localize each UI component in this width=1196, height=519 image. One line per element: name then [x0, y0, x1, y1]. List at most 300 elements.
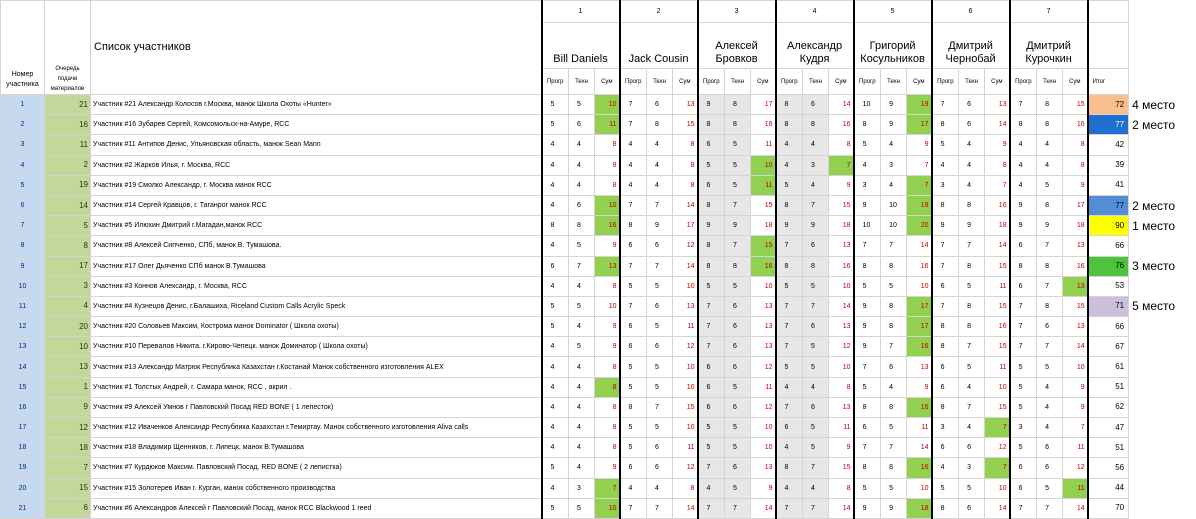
sum-score[interactable]: 8	[595, 418, 620, 438]
place-label[interactable]	[1129, 438, 1196, 458]
program-score[interactable]: 4	[620, 478, 647, 498]
sum-score[interactable]: 13	[1063, 317, 1088, 337]
participant-number[interactable]: 13	[1, 337, 45, 357]
tech-score[interactable]: 7	[647, 397, 673, 417]
place-label[interactable]: 1 место	[1129, 216, 1196, 236]
sum-score[interactable]: 16	[907, 397, 932, 417]
participant-number[interactable]: 15	[1, 377, 45, 397]
tech-score[interactable]: 9	[803, 216, 829, 236]
program-score[interactable]: 5	[698, 276, 725, 296]
tech-score[interactable]: 6	[1037, 458, 1063, 478]
program-score[interactable]: 5	[1010, 377, 1037, 397]
sum-score[interactable]: 14	[907, 438, 932, 458]
sum-score[interactable]: 14	[673, 498, 698, 518]
program-score[interactable]: 6	[698, 175, 725, 195]
sum-score[interactable]: 10	[985, 478, 1010, 498]
program-score[interactable]: 4	[542, 195, 569, 215]
submission-order[interactable]: 10	[45, 337, 91, 357]
subheader-program[interactable]: Прогр	[542, 69, 569, 95]
program-score[interactable]: 8	[776, 458, 803, 478]
tech-score[interactable]: 7	[881, 236, 907, 256]
program-score[interactable]: 4	[776, 135, 803, 155]
sum-score[interactable]: 13	[595, 256, 620, 276]
program-score[interactable]: 5	[854, 276, 881, 296]
sum-score[interactable]: 10	[829, 276, 854, 296]
tech-score[interactable]: 4	[569, 438, 595, 458]
sum-score[interactable]: 10	[673, 418, 698, 438]
program-score[interactable]: 7	[698, 317, 725, 337]
tech-score[interactable]: 6	[959, 115, 985, 135]
program-score[interactable]: 5	[776, 276, 803, 296]
program-score[interactable]: 7	[776, 337, 803, 357]
tech-score[interactable]: 5	[725, 175, 751, 195]
program-score[interactable]: 8	[1010, 115, 1037, 135]
tech-score[interactable]: 7	[1037, 236, 1063, 256]
participant-number[interactable]: 5	[1, 175, 45, 195]
program-score[interactable]: 7	[698, 296, 725, 316]
sum-score[interactable]: 14	[907, 236, 932, 256]
sum-score[interactable]: 14	[673, 195, 698, 215]
tech-score[interactable]: 5	[881, 478, 907, 498]
total-score[interactable]: 66	[1088, 236, 1129, 256]
sum-score[interactable]: 7	[907, 155, 932, 175]
submission-order[interactable]: 18	[45, 438, 91, 458]
tech-score[interactable]: 8	[1037, 195, 1063, 215]
tech-score[interactable]: 8	[1037, 256, 1063, 276]
subheader-program[interactable]: Прогр	[698, 69, 725, 95]
program-score[interactable]: 9	[1010, 195, 1037, 215]
place-label[interactable]: 4 место	[1129, 95, 1196, 115]
tech-score[interactable]: 5	[725, 478, 751, 498]
tech-score[interactable]: 7	[959, 337, 985, 357]
sum-score[interactable]: 8	[673, 175, 698, 195]
program-score[interactable]: 8	[932, 337, 959, 357]
tech-score[interactable]: 8	[725, 115, 751, 135]
tech-score[interactable]: 6	[725, 397, 751, 417]
tech-score[interactable]: 4	[569, 175, 595, 195]
total-score[interactable]: 77	[1088, 115, 1129, 135]
tech-score[interactable]: 8	[725, 95, 751, 115]
empty-cell[interactable]	[1088, 1, 1129, 23]
sum-score[interactable]: 14	[829, 296, 854, 316]
sum-score[interactable]: 8	[1063, 155, 1088, 175]
program-score[interactable]: 7	[776, 317, 803, 337]
sum-score[interactable]: 14	[829, 498, 854, 518]
program-score[interactable]: 7	[1010, 317, 1037, 337]
sum-score[interactable]: 7	[985, 175, 1010, 195]
program-score[interactable]: 7	[1010, 337, 1037, 357]
tech-score[interactable]: 5	[803, 418, 829, 438]
program-score[interactable]: 6	[776, 418, 803, 438]
sum-score[interactable]: 20	[907, 216, 932, 236]
sum-score[interactable]: 12	[985, 438, 1010, 458]
sum-score[interactable]: 16	[829, 115, 854, 135]
program-score[interactable]: 3	[932, 418, 959, 438]
sum-score[interactable]: 18	[829, 216, 854, 236]
sum-score[interactable]: 9	[985, 135, 1010, 155]
tech-score[interactable]: 6	[803, 397, 829, 417]
participant-number[interactable]: 20	[1, 478, 45, 498]
tech-score[interactable]: 7	[881, 337, 907, 357]
judge-number[interactable]: 6	[932, 1, 1010, 23]
program-score[interactable]: 5	[542, 115, 569, 135]
sum-score[interactable]: 15	[751, 236, 776, 256]
submission-order[interactable]: 8	[45, 236, 91, 256]
participant-number[interactable]: 19	[1, 458, 45, 478]
subheader-sum[interactable]: Сум	[985, 69, 1010, 95]
header-list[interactable]: Список участников	[91, 1, 542, 95]
sum-score[interactable]: 13	[829, 397, 854, 417]
subheader-program[interactable]: Прогр	[854, 69, 881, 95]
sum-score[interactable]: 9	[595, 317, 620, 337]
submission-order[interactable]: 21	[45, 95, 91, 115]
tech-score[interactable]: 6	[647, 438, 673, 458]
tech-score[interactable]: 6	[647, 458, 673, 478]
sum-score[interactable]: 17	[751, 95, 776, 115]
sum-score[interactable]: 8	[829, 478, 854, 498]
program-score[interactable]: 9	[854, 337, 881, 357]
tech-score[interactable]: 4	[881, 135, 907, 155]
program-score[interactable]: 7	[776, 296, 803, 316]
participant-number[interactable]: 2	[1, 115, 45, 135]
participant-name[interactable]: Участник #1 Толстых Андрей, г. Самара манок, RCC , акрил .	[91, 377, 542, 397]
sum-score[interactable]: 16	[907, 458, 932, 478]
program-score[interactable]: 8	[776, 115, 803, 135]
sum-score[interactable]: 15	[673, 397, 698, 417]
place-label[interactable]: 3 место	[1129, 256, 1196, 276]
program-score[interactable]: 7	[698, 498, 725, 518]
program-score[interactable]: 4	[776, 438, 803, 458]
sum-score[interactable]: 7	[1063, 418, 1088, 438]
program-score[interactable]: 5	[1010, 357, 1037, 377]
tech-score[interactable]: 8	[959, 256, 985, 276]
tech-score[interactable]: 7	[1037, 276, 1063, 296]
tech-score[interactable]: 8	[959, 317, 985, 337]
program-score[interactable]: 7	[776, 236, 803, 256]
tech-score[interactable]: 4	[1037, 397, 1063, 417]
tech-score[interactable]: 8	[881, 458, 907, 478]
sum-score[interactable]: 10	[595, 195, 620, 215]
judge-name[interactable]: Александр Кудря	[776, 23, 854, 69]
subheader-program[interactable]: Прогр	[776, 69, 803, 95]
sum-score[interactable]: 18	[985, 216, 1010, 236]
sum-score[interactable]: 7	[985, 418, 1010, 438]
tech-score[interactable]: 8	[959, 296, 985, 316]
tech-score[interactable]: 9	[881, 498, 907, 518]
program-score[interactable]: 9	[854, 195, 881, 215]
subheader-tech[interactable]: Техн	[1037, 69, 1063, 95]
program-score[interactable]: 5	[932, 135, 959, 155]
program-score[interactable]: 6	[932, 357, 959, 377]
program-score[interactable]: 10	[854, 216, 881, 236]
program-score[interactable]: 5	[620, 276, 647, 296]
sum-score[interactable]: 13	[829, 236, 854, 256]
program-score[interactable]: 9	[932, 216, 959, 236]
program-score[interactable]: 6	[620, 236, 647, 256]
program-score[interactable]: 4	[542, 478, 569, 498]
sum-score[interactable]: 15	[1063, 95, 1088, 115]
total-score[interactable]: 72	[1088, 95, 1129, 115]
program-score[interactable]: 7	[620, 498, 647, 518]
program-score[interactable]: 4	[620, 135, 647, 155]
judge-name[interactable]: Jack Cousin	[620, 23, 698, 69]
program-score[interactable]: 7	[854, 357, 881, 377]
submission-order[interactable]: 12	[45, 418, 91, 438]
tech-score[interactable]: 7	[725, 498, 751, 518]
sum-score[interactable]: 11	[985, 276, 1010, 296]
header-rownum[interactable]: Номер участника	[1, 1, 45, 95]
program-score[interactable]: 6	[542, 256, 569, 276]
tech-score[interactable]: 4	[1037, 135, 1063, 155]
sum-score[interactable]: 17	[907, 317, 932, 337]
tech-score[interactable]: 7	[647, 256, 673, 276]
participant-number[interactable]: 3	[1, 135, 45, 155]
submission-order[interactable]: 6	[45, 498, 91, 518]
program-score[interactable]: 8	[932, 397, 959, 417]
program-score[interactable]: 8	[698, 115, 725, 135]
tech-score[interactable]: 5	[803, 357, 829, 377]
participant-name[interactable]: Участник #7 Курдюков Максим. Павловский Посад. RED BONE ( 2 лепистка)	[91, 458, 542, 478]
tech-score[interactable]: 6	[803, 95, 829, 115]
program-score[interactable]: 7	[1010, 95, 1037, 115]
program-score[interactable]: 7	[776, 397, 803, 417]
participant-number[interactable]: 6	[1, 195, 45, 215]
program-score[interactable]: 5	[776, 357, 803, 377]
sum-score[interactable]: 16	[1063, 256, 1088, 276]
sum-score[interactable]: 14	[1063, 498, 1088, 518]
tech-score[interactable]: 5	[725, 438, 751, 458]
program-score[interactable]: 4	[698, 478, 725, 498]
subheader-tech[interactable]: Техн	[569, 69, 595, 95]
tech-score[interactable]: 6	[959, 438, 985, 458]
program-score[interactable]: 6	[932, 438, 959, 458]
subheader-tech[interactable]: Техн	[725, 69, 751, 95]
tech-score[interactable]: 5	[725, 135, 751, 155]
sum-score[interactable]: 9	[829, 175, 854, 195]
tech-score[interactable]: 10	[881, 195, 907, 215]
sum-score[interactable]: 12	[751, 357, 776, 377]
submission-order[interactable]: 11	[45, 135, 91, 155]
program-score[interactable]: 4	[542, 418, 569, 438]
total-score[interactable]: 51	[1088, 377, 1129, 397]
tech-score[interactable]: 6	[647, 337, 673, 357]
sum-score[interactable]: 12	[751, 397, 776, 417]
tech-score[interactable]: 5	[959, 478, 985, 498]
total-score[interactable]: 61	[1088, 357, 1129, 377]
judge-number[interactable]: 3	[698, 1, 776, 23]
sum-score[interactable]: 9	[1063, 377, 1088, 397]
sum-score[interactable]: 12	[673, 236, 698, 256]
participant-number[interactable]: 12	[1, 317, 45, 337]
program-score[interactable]: 7	[1010, 296, 1037, 316]
sum-score[interactable]: 12	[673, 337, 698, 357]
sum-score[interactable]: 14	[985, 498, 1010, 518]
participant-number[interactable]: 17	[1, 418, 45, 438]
tech-score[interactable]: 6	[725, 458, 751, 478]
tech-score[interactable]: 9	[647, 216, 673, 236]
sum-score[interactable]: 8	[673, 155, 698, 175]
sum-score[interactable]: 7	[985, 458, 1010, 478]
program-score[interactable]: 5	[542, 458, 569, 478]
program-score[interactable]: 8	[776, 95, 803, 115]
participant-name[interactable]: Участник #20 Соловьев Максим, Кострома манок Dominator ( Школа охоты)	[91, 317, 542, 337]
tech-score[interactable]: 7	[725, 195, 751, 215]
place-label[interactable]	[1129, 377, 1196, 397]
program-score[interactable]: 6	[698, 357, 725, 377]
sum-score[interactable]: 15	[985, 337, 1010, 357]
program-score[interactable]: 8	[776, 256, 803, 276]
participant-name[interactable]: Участник #21 Александр Колосов г.Москва, манок Школа Охоты «Hunter»	[91, 95, 542, 115]
submission-order[interactable]: 15	[45, 478, 91, 498]
sum-score[interactable]: 11	[907, 418, 932, 438]
sum-score[interactable]: 19	[907, 95, 932, 115]
sum-score[interactable]: 16	[907, 256, 932, 276]
program-score[interactable]: 7	[620, 256, 647, 276]
tech-score[interactable]: 3	[881, 155, 907, 175]
total-score[interactable]: 42	[1088, 135, 1129, 155]
program-score[interactable]: 6	[1010, 478, 1037, 498]
sum-score[interactable]: 10	[829, 357, 854, 377]
sum-score[interactable]: 8	[595, 135, 620, 155]
program-score[interactable]: 7	[620, 195, 647, 215]
participant-number[interactable]: 10	[1, 276, 45, 296]
judge-number[interactable]: 4	[776, 1, 854, 23]
program-score[interactable]: 7	[620, 115, 647, 135]
participant-name[interactable]: Участник #9 Алексей Умнов г Павловский Посад RED BONE ( 1 лепесток)	[91, 397, 542, 417]
sum-score[interactable]: 8	[595, 438, 620, 458]
tech-score[interactable]: 7	[803, 296, 829, 316]
tech-score[interactable]: 5	[803, 337, 829, 357]
tech-score[interactable]: 4	[647, 135, 673, 155]
tech-score[interactable]: 4	[803, 175, 829, 195]
program-score[interactable]: 6	[854, 418, 881, 438]
tech-score[interactable]: 5	[959, 357, 985, 377]
tech-score[interactable]: 7	[959, 397, 985, 417]
sum-score[interactable]: 13	[985, 95, 1010, 115]
sum-score[interactable]: 14	[985, 236, 1010, 256]
program-score[interactable]: 7	[1010, 498, 1037, 518]
judge-name[interactable]: Алексей Бровков	[698, 23, 776, 69]
tech-score[interactable]: 3	[569, 478, 595, 498]
participant-name[interactable]: Участник #14 Сергей Кравцов, г. Таганрог манок RCC	[91, 195, 542, 215]
program-score[interactable]: 5	[854, 377, 881, 397]
subheader-sum[interactable]: Сум	[907, 69, 932, 95]
tech-score[interactable]: 9	[1037, 216, 1063, 236]
program-score[interactable]: 9	[854, 317, 881, 337]
tech-score[interactable]: 4	[569, 418, 595, 438]
tech-score[interactable]: 5	[1037, 478, 1063, 498]
header-order[interactable]: Очередь подачи материалов	[45, 1, 91, 95]
place-label[interactable]	[1129, 155, 1196, 175]
submission-order[interactable]: 5	[45, 216, 91, 236]
program-score[interactable]: 6	[620, 317, 647, 337]
sum-score[interactable]: 14	[1063, 337, 1088, 357]
sum-score[interactable]: 17	[907, 115, 932, 135]
total-score[interactable]: 51	[1088, 438, 1129, 458]
tech-score[interactable]: 10	[881, 216, 907, 236]
program-score[interactable]: 4	[1010, 135, 1037, 155]
sum-score[interactable]: 11	[595, 115, 620, 135]
program-score[interactable]: 8	[854, 256, 881, 276]
sum-score[interactable]: 15	[751, 195, 776, 215]
program-score[interactable]: 8	[620, 397, 647, 417]
program-score[interactable]: 9	[776, 216, 803, 236]
tech-score[interactable]: 6	[569, 195, 595, 215]
sum-score[interactable]: 10	[595, 296, 620, 316]
tech-score[interactable]: 4	[569, 357, 595, 377]
program-score[interactable]: 8	[1010, 256, 1037, 276]
sum-score[interactable]: 11	[751, 377, 776, 397]
tech-score[interactable]: 5	[881, 418, 907, 438]
program-score[interactable]: 4	[542, 337, 569, 357]
sum-score[interactable]: 15	[829, 458, 854, 478]
tech-score[interactable]: 7	[803, 498, 829, 518]
submission-order[interactable]: 3	[45, 276, 91, 296]
sum-score[interactable]: 9	[829, 438, 854, 458]
sum-score[interactable]: 14	[829, 95, 854, 115]
tech-score[interactable]: 6	[647, 296, 673, 316]
subheader-sum[interactable]: Сум	[829, 69, 854, 95]
program-score[interactable]: 8	[932, 317, 959, 337]
subheader-program[interactable]: Прогр	[620, 69, 647, 95]
tech-score[interactable]: 8	[881, 296, 907, 316]
sum-score[interactable]: 16	[751, 256, 776, 276]
tech-score[interactable]: 5	[647, 317, 673, 337]
program-score[interactable]: 6	[1010, 458, 1037, 478]
sum-score[interactable]: 10	[1063, 357, 1088, 377]
participant-name[interactable]: Участник #2 Жарков Илья, г. Москва, RCC	[91, 155, 542, 175]
place-label[interactable]: 2 место	[1129, 195, 1196, 215]
program-score[interactable]: 7	[932, 236, 959, 256]
sum-score[interactable]: 13	[1063, 236, 1088, 256]
tech-score[interactable]: 4	[569, 135, 595, 155]
participant-number[interactable]: 11	[1, 296, 45, 316]
program-score[interactable]: 4	[1010, 175, 1037, 195]
participant-number[interactable]: 21	[1, 498, 45, 518]
sum-score[interactable]: 8	[595, 155, 620, 175]
sum-score[interactable]: 18	[1063, 216, 1088, 236]
tech-score[interactable]: 5	[647, 377, 673, 397]
program-score[interactable]: 9	[1010, 216, 1037, 236]
tech-score[interactable]: 4	[647, 155, 673, 175]
sum-score[interactable]: 13	[1063, 276, 1088, 296]
sum-score[interactable]: 12	[673, 458, 698, 478]
judge-name[interactable]: Григорий Косульников	[854, 23, 932, 69]
sum-score[interactable]: 8	[595, 397, 620, 417]
program-score[interactable]: 6	[698, 397, 725, 417]
total-score[interactable]: 56	[1088, 458, 1129, 478]
tech-score[interactable]: 6	[1037, 317, 1063, 337]
program-score[interactable]: 9	[698, 95, 725, 115]
tech-score[interactable]: 5	[1037, 357, 1063, 377]
sum-score[interactable]: 9	[1063, 397, 1088, 417]
sum-score[interactable]: 16	[1063, 115, 1088, 135]
place-label[interactable]	[1129, 397, 1196, 417]
tech-score[interactable]: 7	[647, 498, 673, 518]
sum-score[interactable]: 14	[751, 498, 776, 518]
sum-score[interactable]: 8	[829, 377, 854, 397]
sum-score[interactable]: 10	[673, 377, 698, 397]
participant-number[interactable]: 1	[1, 95, 45, 115]
total-score[interactable]: 70	[1088, 498, 1129, 518]
sum-score[interactable]: 15	[985, 296, 1010, 316]
submission-order[interactable]: 2	[45, 155, 91, 175]
empty-cell[interactable]	[1129, 1, 1196, 23]
total-score[interactable]: 47	[1088, 418, 1129, 438]
sum-score[interactable]: 9	[1063, 175, 1088, 195]
program-score[interactable]: 4	[542, 135, 569, 155]
judge-name[interactable]: Bill Daniels	[542, 23, 620, 69]
